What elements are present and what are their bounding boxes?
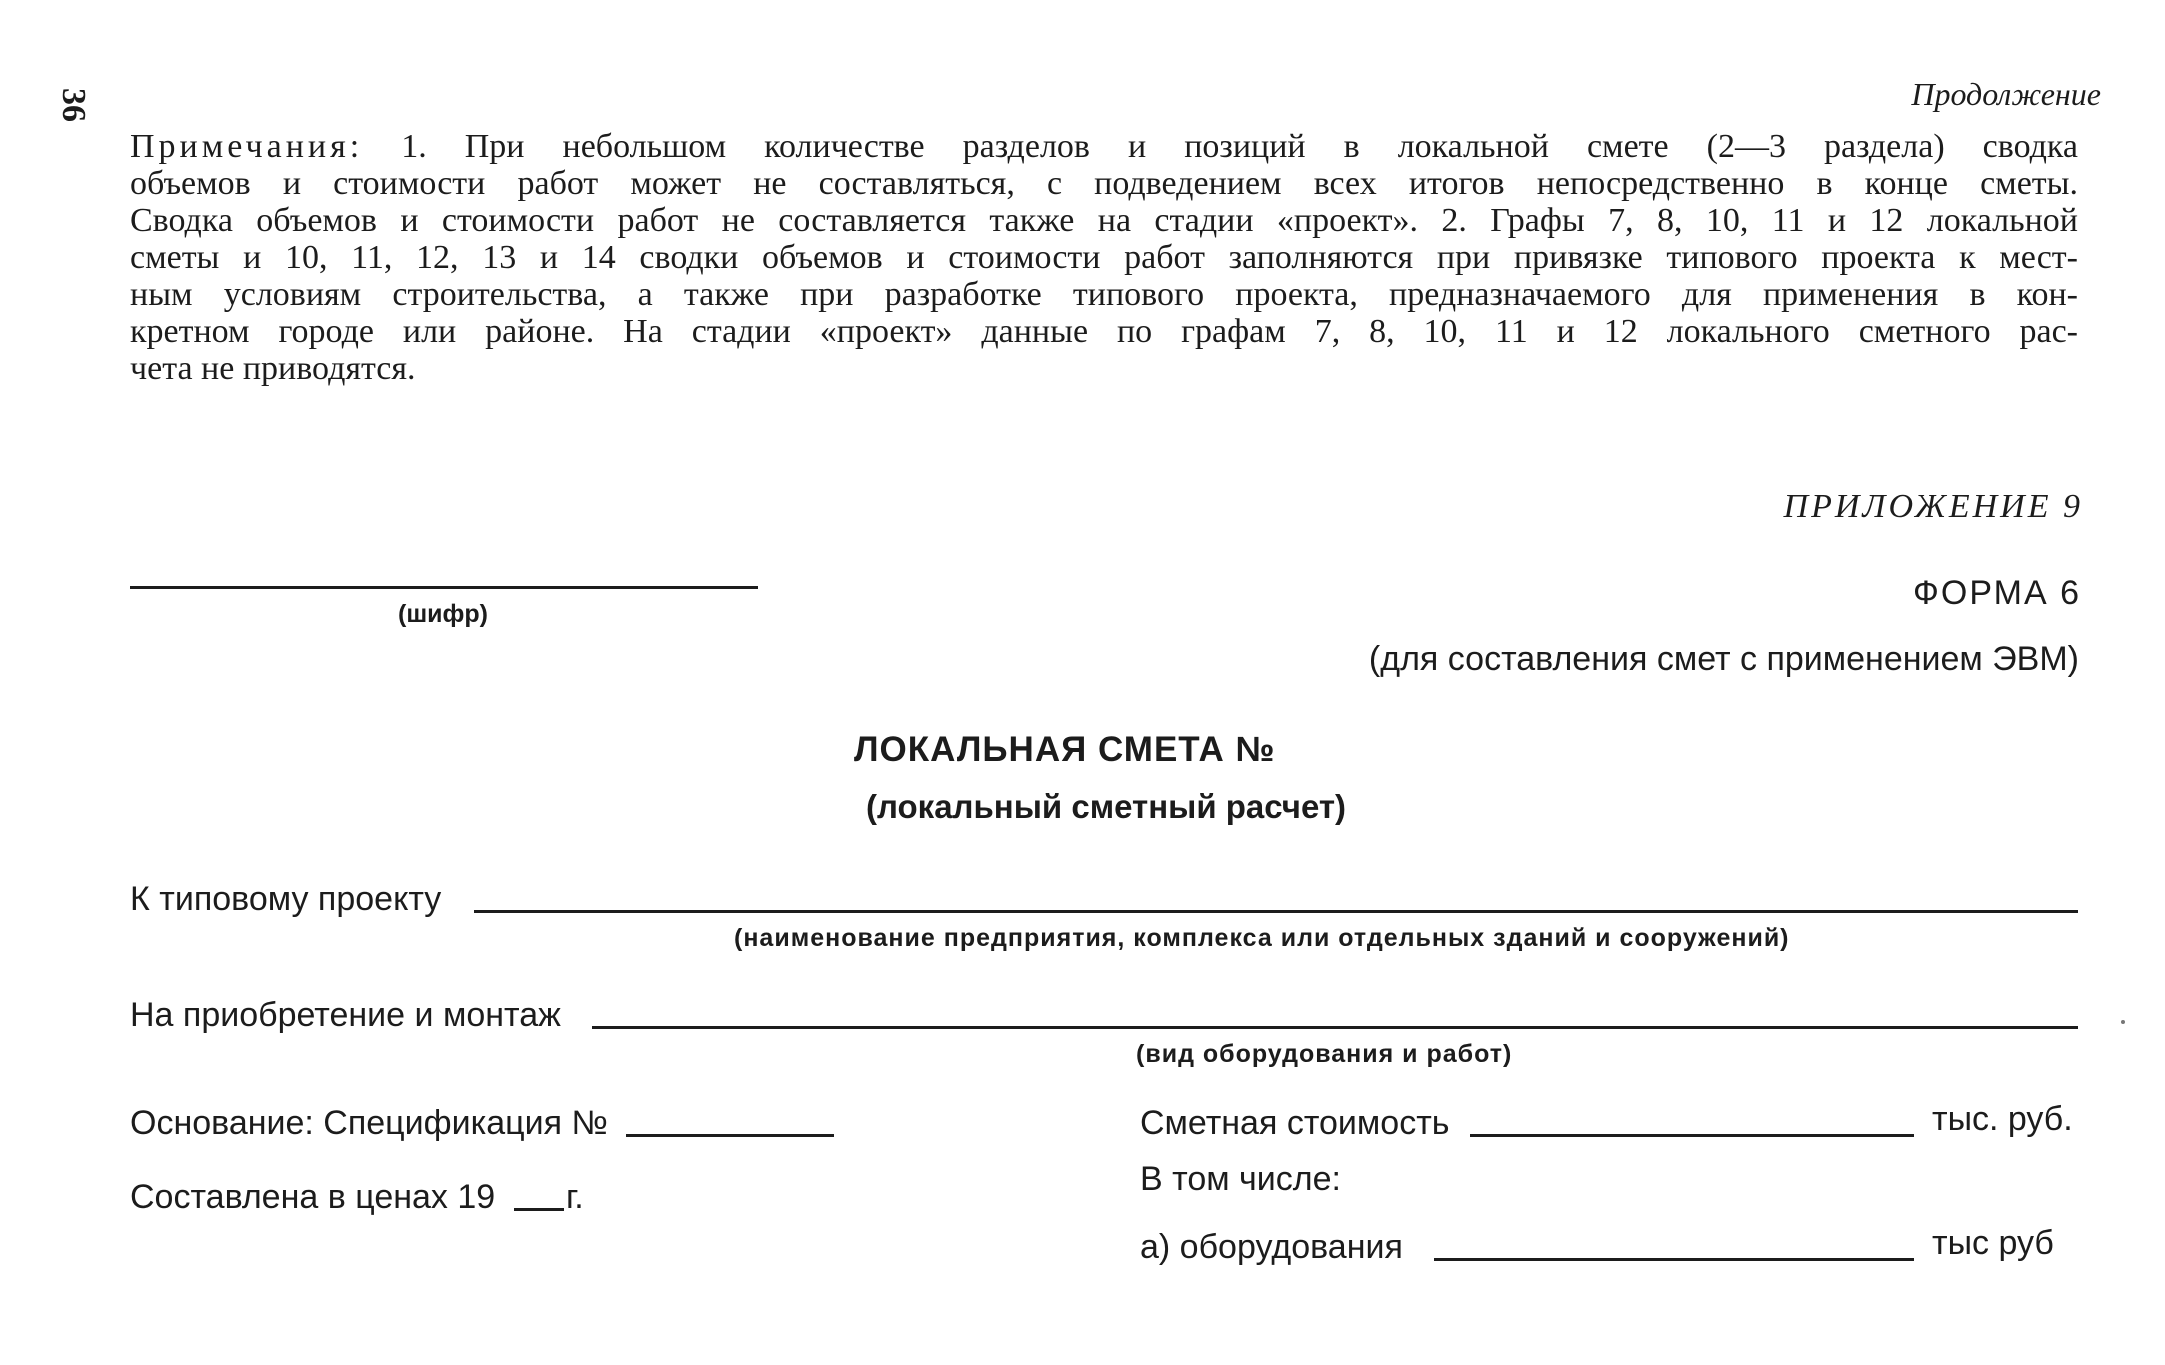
document-title: ЛОКАЛЬНАЯ СМЕТА №: [854, 730, 1276, 769]
document-subtitle: (локальный сметный расчет): [866, 788, 1347, 825]
notes-line: Сводка объемов и стоимости работ не составляется также на стадии «проект». 2. Графы 7, 8, 10, 11 и 12 локальной: [130, 202, 2078, 239]
project-label: К типовому проекту: [130, 880, 442, 918]
form-label: ФОРМА 6: [1913, 574, 2081, 612]
notes-line: чета не приводятся.: [130, 350, 416, 387]
notes-lead: Примечания:: [130, 128, 364, 165]
notes-paragraph: [130, 128, 2078, 387]
cost-unit: тыс. руб.: [1932, 1100, 2073, 1138]
notes-line: объемов и стоимости работ может не составляться, с подведением всех итогов непосредственно в конце сметы.: [130, 165, 2078, 202]
estimated-cost-field[interactable]: [1470, 1134, 1914, 1137]
continuation-label: Продолжение: [1911, 76, 2101, 112]
speck: [2121, 1020, 2125, 1024]
project-hint: (наименование предприятия, комплекса или отдельных зданий и сооружений): [734, 924, 1790, 952]
including-label: В том числе:: [1140, 1160, 1341, 1198]
form-subtitle: (для составления смет с применением ЭВМ): [1368, 640, 2079, 678]
equipment-cost-field[interactable]: [1434, 1258, 1914, 1261]
notes-line: сметы и 10, 11, 12, 13 и 14 сводки объемов и стоимости работ заполняются при привязке типового проекта к мест-: [130, 239, 2078, 276]
notes-text: 1. При небольшом количестве разделов и позиций в локальной смете (2—3 раздела) сводка: [363, 128, 2078, 165]
appendix-heading: ПРИЛОЖЕНИЕ 9: [1783, 488, 2083, 525]
notes-line: ным условиям строительства, а также при разработке типового проекта, предназначаемого для применения в кон-: [130, 276, 2078, 313]
equipment-label: а) оборудования: [1140, 1228, 1403, 1266]
purchase-field[interactable]: [592, 1026, 2078, 1029]
prices-label: Составлена в ценах 19: [130, 1178, 496, 1216]
basis-label: Основание: Спецификация №: [130, 1104, 608, 1142]
equipment-unit: тыс руб: [1932, 1224, 2054, 1262]
cipher-label: (шифр): [398, 600, 489, 628]
price-year-field[interactable]: [514, 1208, 564, 1211]
cipher-line: [130, 586, 758, 589]
notes-line: кретном городе или районе. На стадии «проект» данные по графам 7, 8, 10, 11 и 12 локального сметного рас-: [130, 313, 2078, 350]
purchase-label: На приобретение и монтаж: [130, 996, 561, 1034]
page-number: 36: [55, 88, 92, 122]
specification-number-field[interactable]: [626, 1134, 834, 1137]
project-field[interactable]: [474, 910, 2078, 913]
notes-line: [130, 128, 2078, 165]
prices-year-suffix: г.: [566, 1178, 584, 1216]
cost-label: Сметная стоимость: [1140, 1104, 1450, 1142]
purchase-hint: (вид оборудования и работ): [1136, 1040, 1513, 1068]
